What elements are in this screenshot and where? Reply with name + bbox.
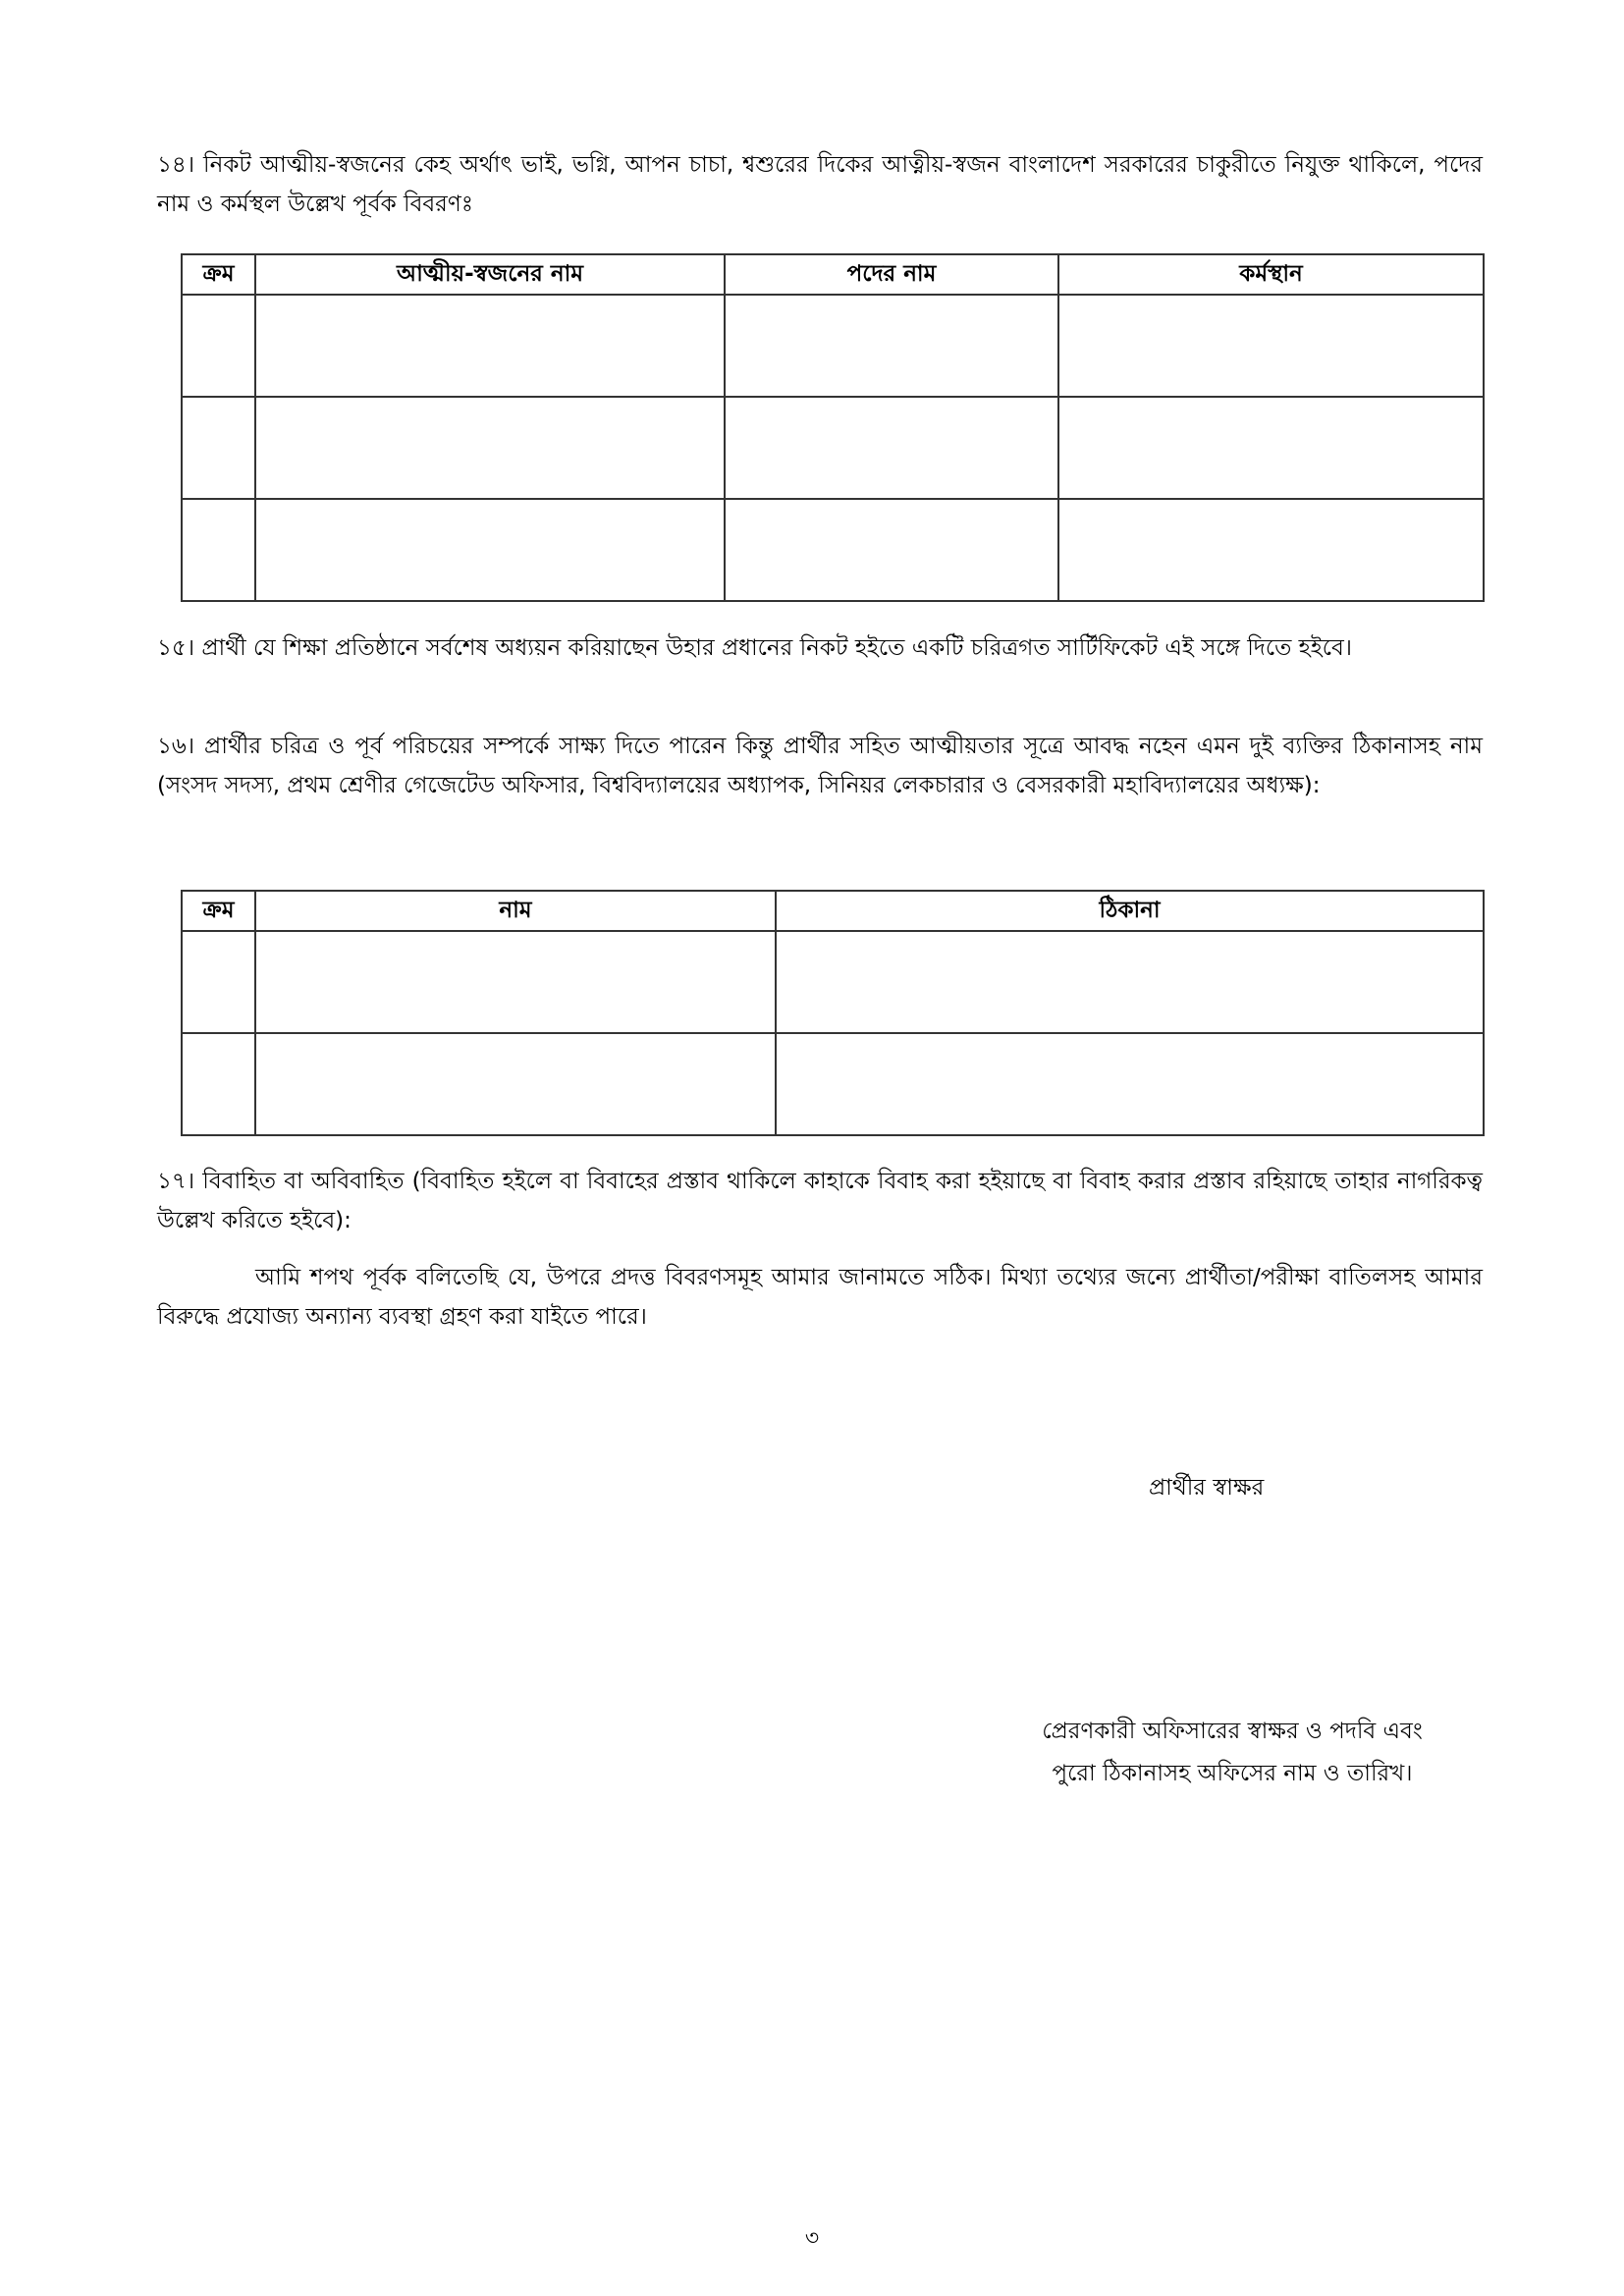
column-header-serial: ক্রম (182, 254, 255, 295)
serial-cell[interactable] (182, 499, 255, 601)
officer-signature-label-line1: প্রেরণকারী অফিসারের স্বাক্ষর ও পদবি এবং (1042, 1719, 1423, 1744)
serial-cell[interactable] (182, 1033, 255, 1135)
post-name-cell[interactable] (725, 499, 1058, 601)
workplace-cell[interactable] (1058, 295, 1484, 397)
item-17-text: ১৭। বিবাহিত বা অবিবাহিত (বিবাহিত হইলে বা বিবাহের প্রস্তাব থাকিলে কাহাকে বিবাহ করা হইয়াছে বা বিবাহ করার প্রস্তাব রহিয়াছে তাহার নাগরিকত্ব উল্লেখ করিতে হইবে): (157, 1169, 1483, 1233)
post-name-cell[interactable] (725, 397, 1058, 499)
column-header-serial: ক্রম (182, 891, 255, 931)
table-row (182, 1033, 1484, 1135)
item-16-text: ১৬। প্রার্থীর চরিত্র ও পূর্ব পরিচয়ের সম্পর্কে সাক্ষ্য দিতে পারেন কিন্তু প্রার্থীর সহিত আত্মীয়তার সূত্রে আবদ্ধ নহেন এমন দুই ব্যক্তির ঠিকানাসহ নাম (সংসদ সদস্য, প্রথম শ্রেণীর গেজেটেড অফিসার, বিশ্ববিদ্যালয়ের অধ্যাপক, সিনিয়র লেকচারার ও বেসরকারী মহাবিদ্যালয়ের অধ্যক্ষ): (157, 734, 1483, 798)
table-row (182, 499, 1484, 601)
relative-name-cell[interactable] (255, 397, 725, 499)
column-header-workplace: কর্মস্থান (1058, 254, 1484, 295)
references-table (181, 890, 1485, 1136)
officer-signature-label-line2: পুরো ঠিকানাসহ অফিসের নাম ও তারিখ। (1052, 1761, 1413, 1786)
name-cell[interactable] (255, 931, 776, 1033)
table-row (182, 931, 1484, 1033)
serial-cell[interactable] (182, 931, 255, 1033)
page-number: ৩ (804, 2226, 820, 2251)
address-cell[interactable] (776, 1033, 1484, 1135)
relatives-table (181, 253, 1485, 602)
applicant-signature-label: প্রার্থীর স্বাক্ষর (1149, 1475, 1265, 1501)
table-row (182, 397, 1484, 499)
table-header-row (182, 891, 1484, 931)
column-header-relative-name: আত্মীয়-স্বজনের নাম (255, 254, 725, 295)
post-name-cell[interactable] (725, 295, 1058, 397)
item-14-text: ১৪। নিকট আত্মীয়-স্বজনের কেহ অর্থাৎ ভাই, ভগ্নি, আপন চাচা, শ্বশুরের দিকের আত্নীয়-স্বজন বাংলাদেশ সরকারের চাকুরীতে নিযুক্ত থাকিলে, পদের নাম ও কর্মস্থল উল্লেখ পূর্বক বিবরণঃ (157, 152, 1483, 217)
workplace-cell[interactable] (1058, 499, 1484, 601)
column-header-post-name: পদের নাম (725, 254, 1058, 295)
declaration-text: আমি শপথ পূর্বক বলিতেছি যে, উপরে প্রদত্ত বিবরণসমূহ আমার জানামতে সঠিক। মিথ্যা তথ্যের জন্যে প্রার্থীতা/পরীক্ষা বাতিলসহ আমার বিরুদ্ধে প্রযোজ্য অন্যান্য ব্যবস্থা গ্রহণ করা যাইতে পারে। (157, 1265, 1483, 1330)
table-row (182, 295, 1484, 397)
relative-name-cell[interactable] (255, 295, 725, 397)
name-cell[interactable] (255, 1033, 776, 1135)
column-header-address: ঠিকানা (776, 891, 1484, 931)
table-header-row (182, 254, 1484, 295)
item-15-text: ১৫। প্রার্থী যে শিক্ষা প্রতিষ্ঠানে সর্বশেষ অধ্যয়ন করিয়াছেন উহার প্রধানের নিকট হইতে একটি চরিত্রগত সার্টিফিকেট এই সঙ্গে দিতে হইবে। (157, 635, 1352, 661)
workplace-cell[interactable] (1058, 397, 1484, 499)
address-cell[interactable] (776, 931, 1484, 1033)
serial-cell[interactable] (182, 295, 255, 397)
relative-name-cell[interactable] (255, 499, 725, 601)
column-header-name: নাম (255, 891, 776, 931)
serial-cell[interactable] (182, 397, 255, 499)
